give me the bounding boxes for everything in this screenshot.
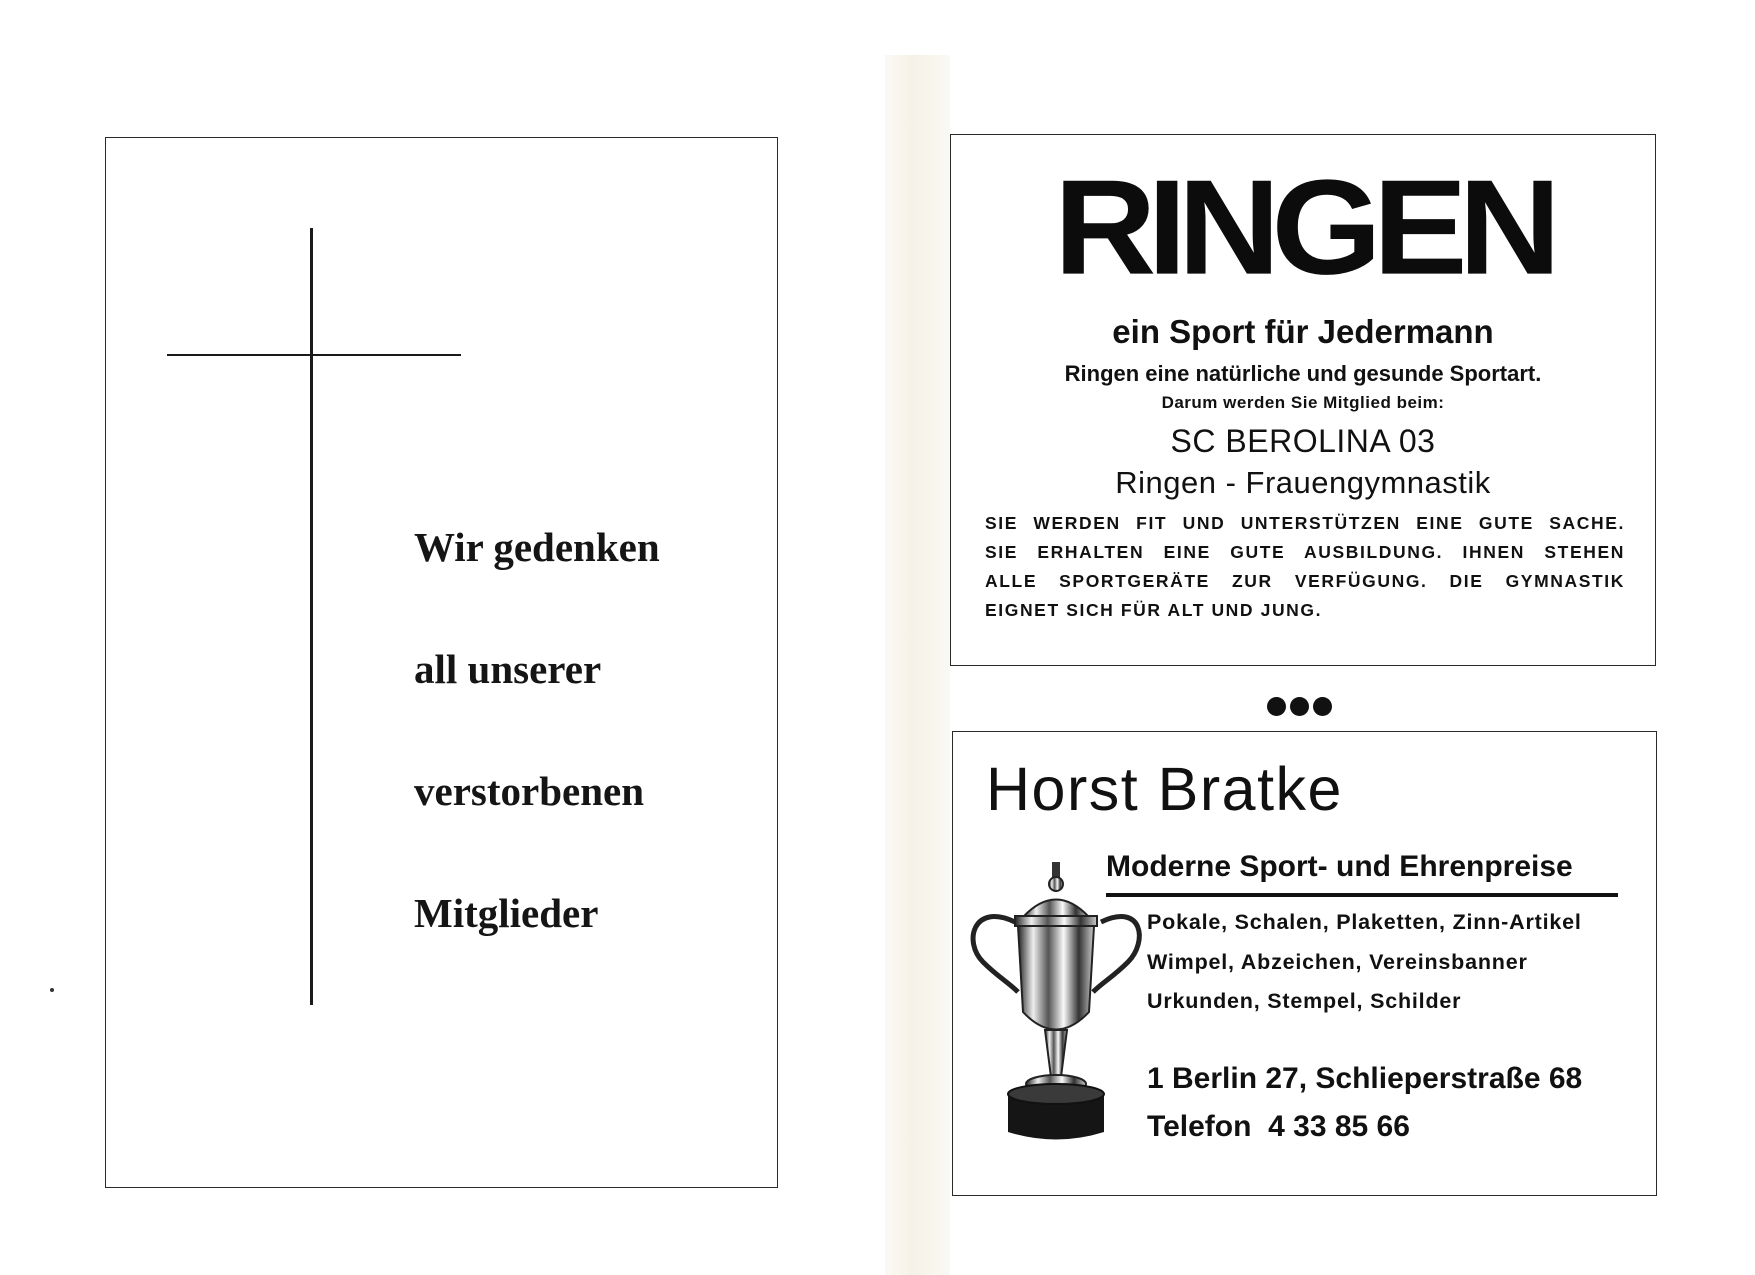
- three-dots-icon: [1267, 697, 1336, 721]
- cross-icon-vertical: [310, 228, 313, 1005]
- ringen-body-line: SIE WERDEN FIT UND UNTERSTÜTZEN EINE GUTE SACHE.: [985, 513, 1625, 533]
- company-phone: Telefon 4 33 85 66: [1147, 1110, 1410, 1143]
- ringen-subtitle: ein Sport für Jedermann: [1112, 313, 1494, 350]
- ringen-line-3: Darum werden Sie Mitglied beim:: [1161, 393, 1445, 412]
- scan-speck: [50, 988, 54, 992]
- product-line-2: Wimpel, Abzeichen, Vereinsbanner: [1147, 950, 1528, 974]
- ringen-body-line: SIE ERHALTEN EINE GUTE AUSBILDUNG. IHNEN STEHEN: [985, 542, 1625, 562]
- company-address: 1 Berlin 27, Schlieperstraße 68: [1147, 1062, 1583, 1095]
- dot: [1313, 697, 1332, 716]
- memorial-box: [105, 137, 778, 1188]
- memorial-line-4: Mitglieder: [414, 890, 599, 936]
- product-line-3: Urkunden, Stempel, Schilder: [1147, 989, 1462, 1013]
- club-name: SC BEROLINA 03: [1170, 423, 1436, 459]
- memorial-line-3: verstorbenen: [414, 768, 645, 814]
- cross-icon-horizontal: [167, 354, 461, 356]
- memorial-line-1: Wir gedenken: [414, 524, 660, 570]
- company-tagline: Moderne Sport- und Ehrenpreise: [1106, 850, 1573, 883]
- ringen-title: RINGEN: [1053, 152, 1553, 304]
- memorial-line-2: all unserer: [414, 646, 602, 692]
- club-departments: Ringen - Frauengymnastik: [1115, 465, 1491, 500]
- page-gutter: [885, 55, 950, 1275]
- ringen-body-line: EIGNET SICH FÜR ALT UND JUNG.: [985, 600, 1323, 620]
- dot: [1267, 697, 1286, 716]
- tagline-underline: [1106, 893, 1618, 897]
- ringen-body-line: ALLE SPORTGERÄTE ZUR VERFÜGUNG. DIE GYMNASTIK: [985, 571, 1625, 591]
- product-line-1: Pokale, Schalen, Plaketten, Zinn-Artikel: [1147, 910, 1582, 934]
- ringen-line-2: Ringen eine natürliche und gesunde Sportart.: [1064, 361, 1542, 386]
- ringen-advertisement: [950, 134, 1656, 666]
- bratke-advertisement: [952, 731, 1657, 1196]
- trophy-cup-icon: [963, 862, 1148, 1154]
- ringen-body-text: [985, 509, 1625, 625]
- company-name: Horst Bratke: [986, 755, 1343, 823]
- dot: [1290, 697, 1309, 716]
